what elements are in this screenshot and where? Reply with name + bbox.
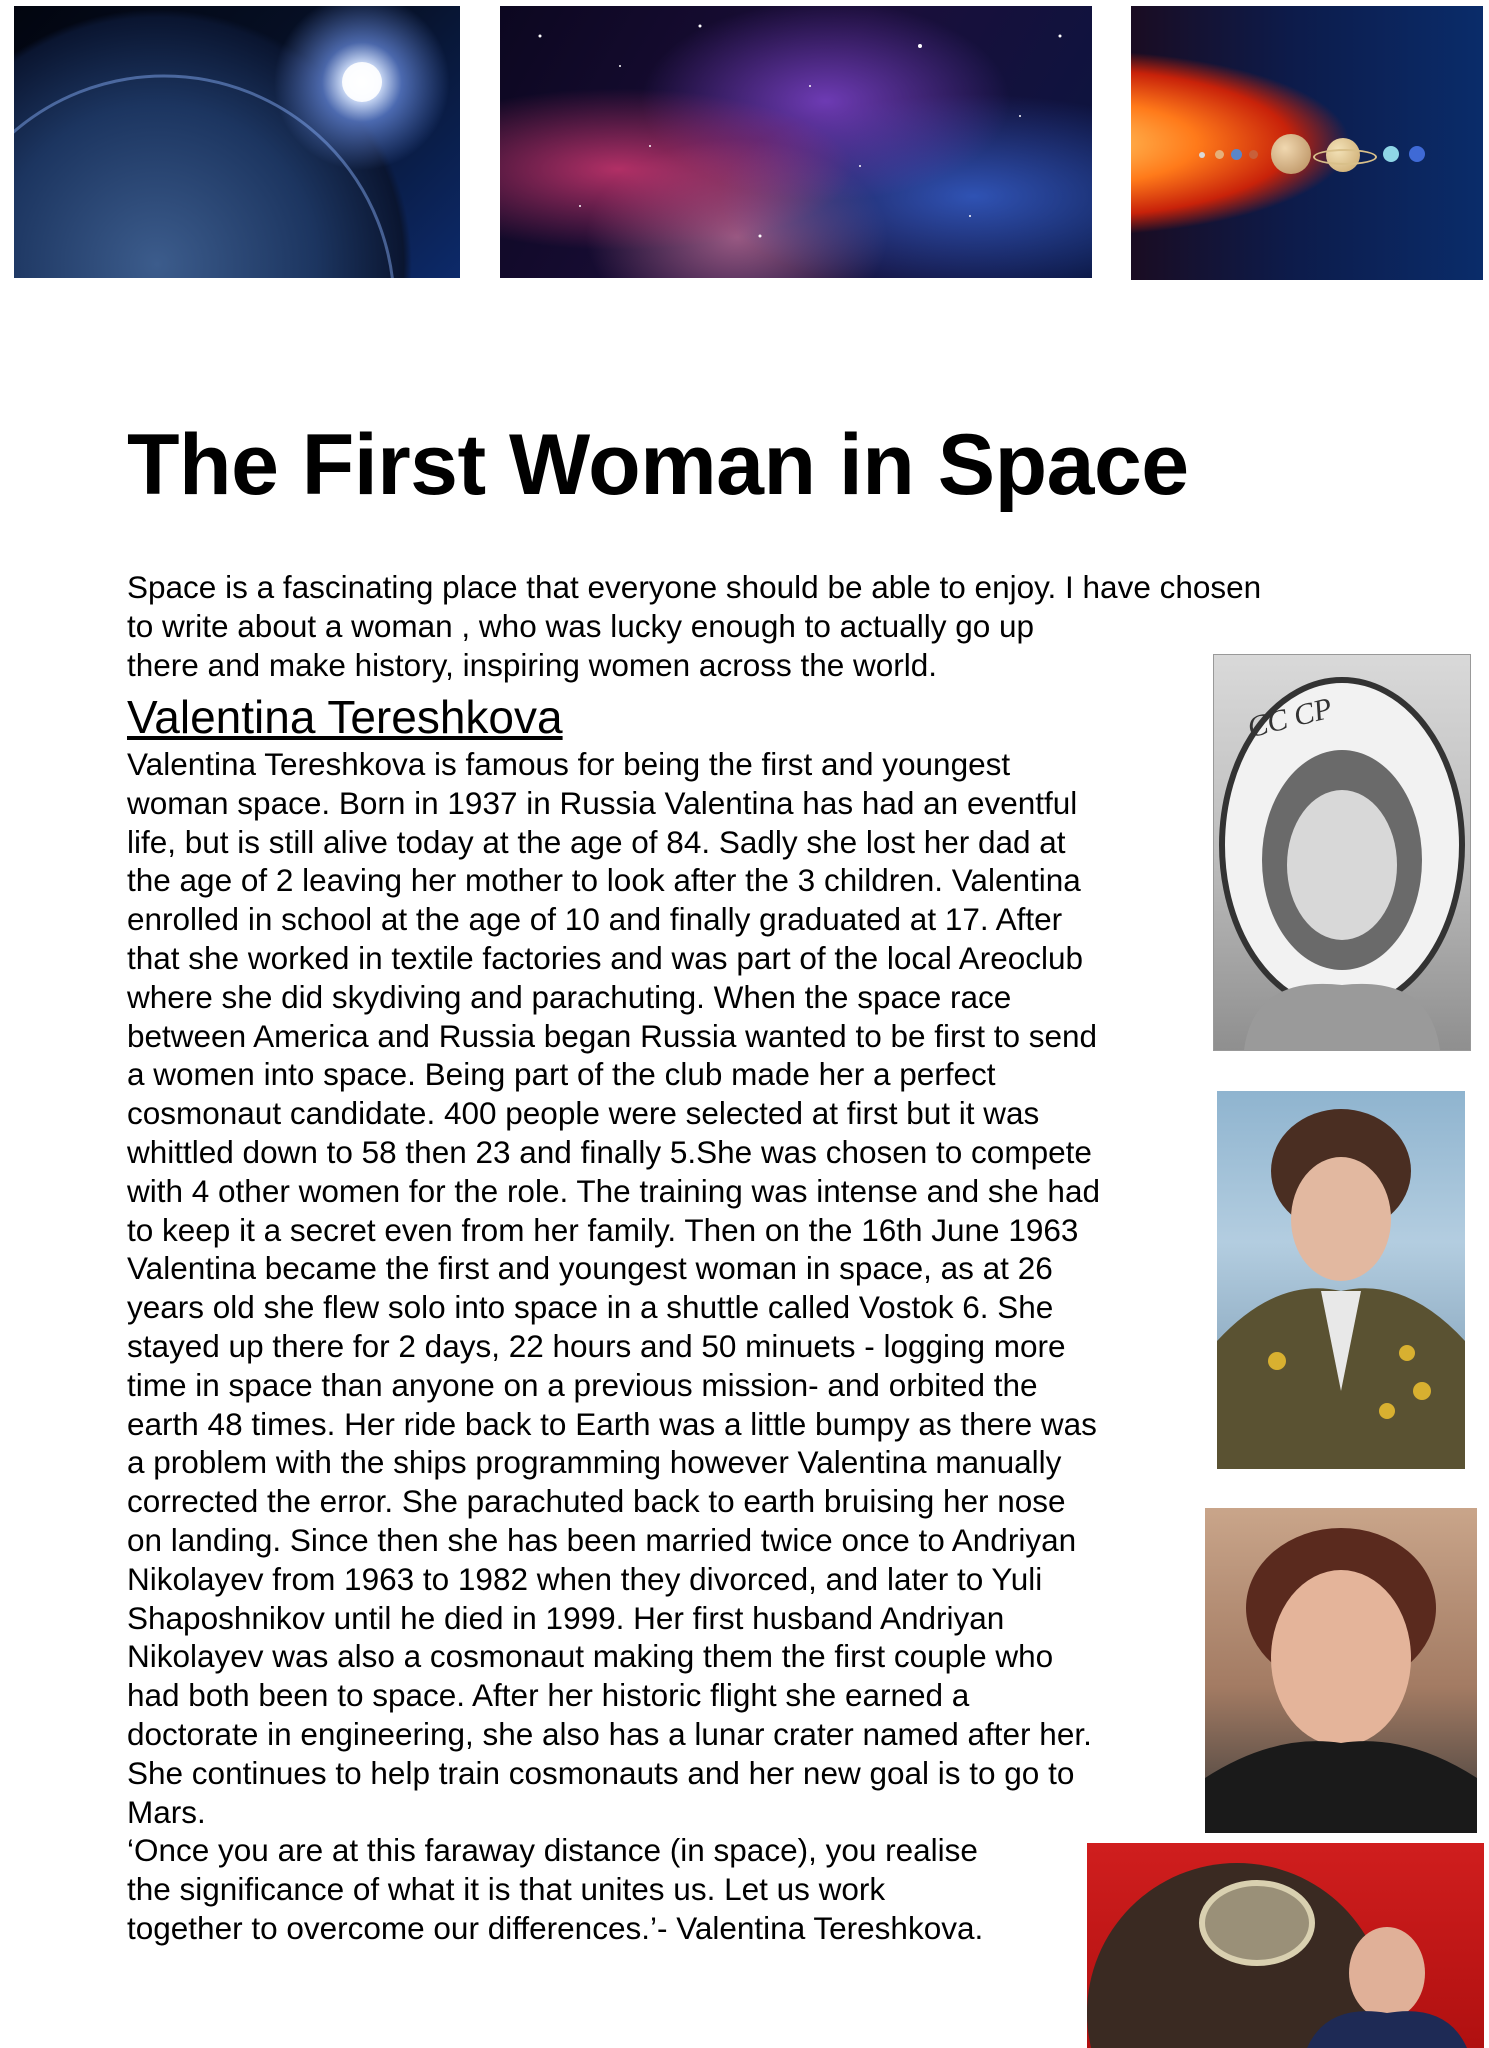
nebula-image (500, 6, 1092, 278)
bio-line: doctorate in engineering, she also has a lunar crater named after her. (127, 1715, 1092, 1752)
bio-line: the age of 2 leaving her mother to look after the 3 children. Valentina (127, 862, 1081, 899)
bio-line: cosmonaut candidate. 400 people were selected at first but it was (127, 1095, 1040, 1132)
planet-ring (1313, 149, 1377, 165)
capsule-photo (1087, 1843, 1484, 2048)
bio-line: Nikolayev from 1963 to 1982 when they divorced, and later to Yuli (127, 1560, 1043, 1597)
bio-line: whittled down to 58 then 23 and finally 5.She was chosen to compete (127, 1133, 1092, 1170)
planet-shape (1231, 149, 1242, 160)
solar-system-image (1131, 6, 1483, 280)
quote-line: ‘Once you are at this faraway distance (in space), you realise (127, 1832, 978, 1869)
planet-shape (1409, 146, 1425, 162)
bio-line: corrected the error. She parachuted back to earth bruising her nose (127, 1483, 1066, 1520)
bio-line: on landing. Since then she has been married twice once to Andriyan (127, 1521, 1077, 1558)
page-title: The First Woman in Space (127, 417, 1189, 513)
planet-shape (1383, 146, 1399, 162)
intro-paragraph (127, 568, 1367, 684)
bio-line: Shaposhnikov until he died in 1999. Her first husband Andriyan (127, 1599, 1005, 1636)
bio-line: stayed up there for 2 days, 22 hours and 50 minuets - logging more (127, 1327, 1066, 1364)
bio-line: Nikolayev was also a cosmonaut making them the first couple who (127, 1638, 1054, 1675)
bio-line: a women into space. Being part of the club made her a perfect (127, 1056, 996, 1093)
bio-line: Valentina became the first and youngest woman in space, as at 26 (127, 1250, 1053, 1287)
bio-line: life, but is still alive today at the age of 84. Sadly she lost her dad at (127, 823, 1066, 860)
bio-line: where she did skydiving and parachuting. When the space race (127, 978, 1012, 1015)
helmet-portrait-photo (1213, 654, 1471, 1051)
bio-line: to keep it a secret even from her family. Then on the 16th June 1963 (127, 1211, 1079, 1248)
bio-line: between America and Russia began Russia wanted to be first to send (127, 1017, 1098, 1054)
intro-line: there and make history, inspiring women across the world. (127, 646, 938, 683)
bio-line: woman space. Born in 1937 in Russia Valentina has had an eventful (127, 784, 1078, 821)
bio-line: a problem with the ships programming however Valentina manually (127, 1444, 1062, 1481)
planet-shape (1271, 134, 1311, 174)
intro-line: Space is a fascinating place that everyone should be able to enjoy. I have chosen (127, 569, 1262, 605)
helmet-lettering: CC CP (1244, 691, 1336, 745)
bio-line: that she worked in textile factories and was part of the local Areoclub (127, 939, 1084, 976)
intro-line: to write about a woman , who was lucky enough to actually go up (127, 607, 1035, 644)
bio-line: years old she flew solo into space in a shuttle called Vostok 6. She (127, 1289, 1054, 1326)
section-heading: Valentina Tereshkova (127, 691, 563, 743)
bio-line: earth 48 times. Her ride back to Earth was a little bumpy as there was (127, 1405, 1097, 1442)
planet-shape (1215, 150, 1224, 159)
planet-shape (1249, 150, 1258, 159)
bio-line: She continues to help train cosmonauts and her new goal is to go to (127, 1754, 1075, 1791)
quote-line: together to overcome our differences.’- Valentina Tereshkova. (127, 1909, 984, 1946)
quote-line: the significance of what it is that unites us. Let us work (127, 1871, 886, 1908)
bio-line: Mars. (127, 1793, 206, 1830)
bio-line: enrolled in school at the age of 10 and finally graduated at 17. After (127, 901, 1063, 938)
biography-paragraph (127, 745, 1100, 1948)
bio-line: with 4 other women for the role. The training was intense and she had (127, 1172, 1100, 1209)
bio-line: had both been to space. After her historic flight she earned a (127, 1677, 970, 1714)
uniform-portrait-photo (1217, 1091, 1465, 1469)
earth-image (14, 6, 460, 278)
planet-shape (1199, 152, 1205, 158)
bio-line: Valentina Tereshkova is famous for being the first and youngest (127, 746, 1011, 782)
bio-line: time in space than anyone on a previous mission- and orbited the (127, 1366, 1038, 1403)
older-portrait-photo (1205, 1508, 1477, 1833)
